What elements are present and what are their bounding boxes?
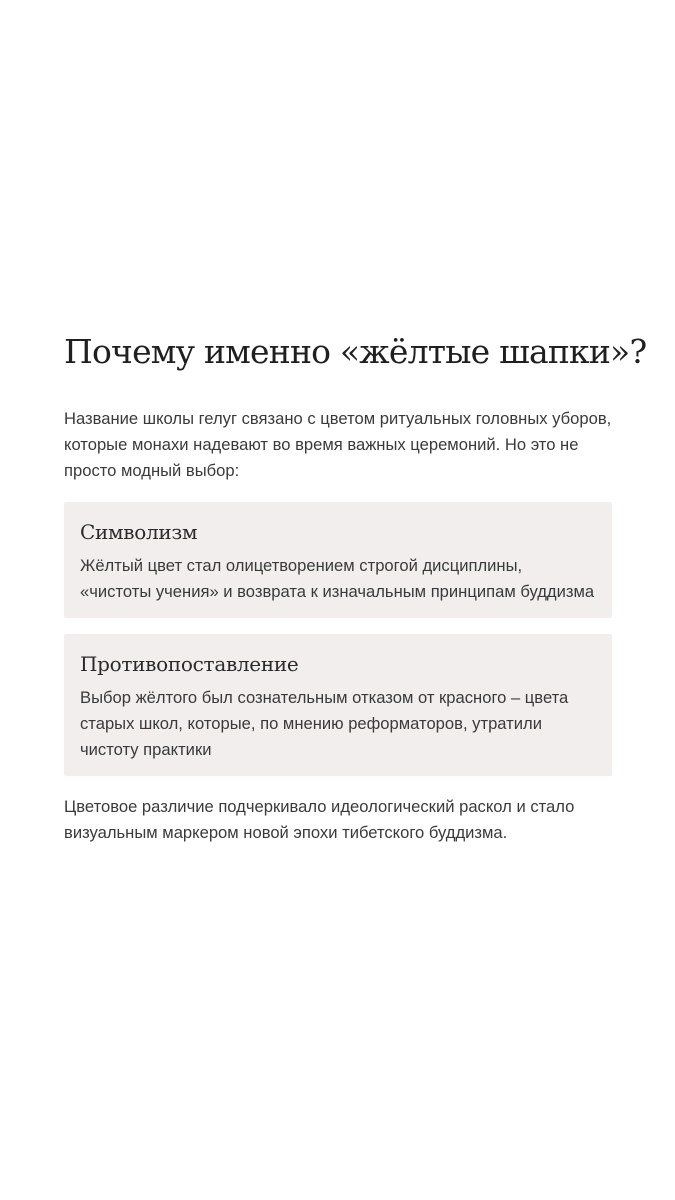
intro-paragraph: Название школы гелуг связано с цветом ритуальных головных уборов, которые монахи надевают во время важных церемоний. Но это не просто модный выбор:	[64, 409, 612, 480]
card-title: Противопоставление	[80, 652, 299, 676]
card-title: Символизм	[80, 520, 198, 544]
section-title: Почему именно «жёлтые шапки»?	[64, 332, 647, 371]
outro-paragraph: Цветовое различие подчеркивало идеологический раскол и стало визуальным маркером новой эпохи тибетского буддизма.	[64, 797, 575, 842]
card-text: Выбор жёлтого был сознательным отказом от красного – цвета старых школ, которые, по мнению реформаторов, утратили чистоту практики	[80, 688, 569, 759]
article-section	[64, 328, 647, 846]
card-text: Жёлтый цвет стал олицетворением строгой дисциплины, «чистоты учения» и возврата к изначальным принципам буддизма	[80, 556, 595, 601]
card-opposition	[64, 634, 612, 776]
card-symbolism	[64, 502, 612, 618]
